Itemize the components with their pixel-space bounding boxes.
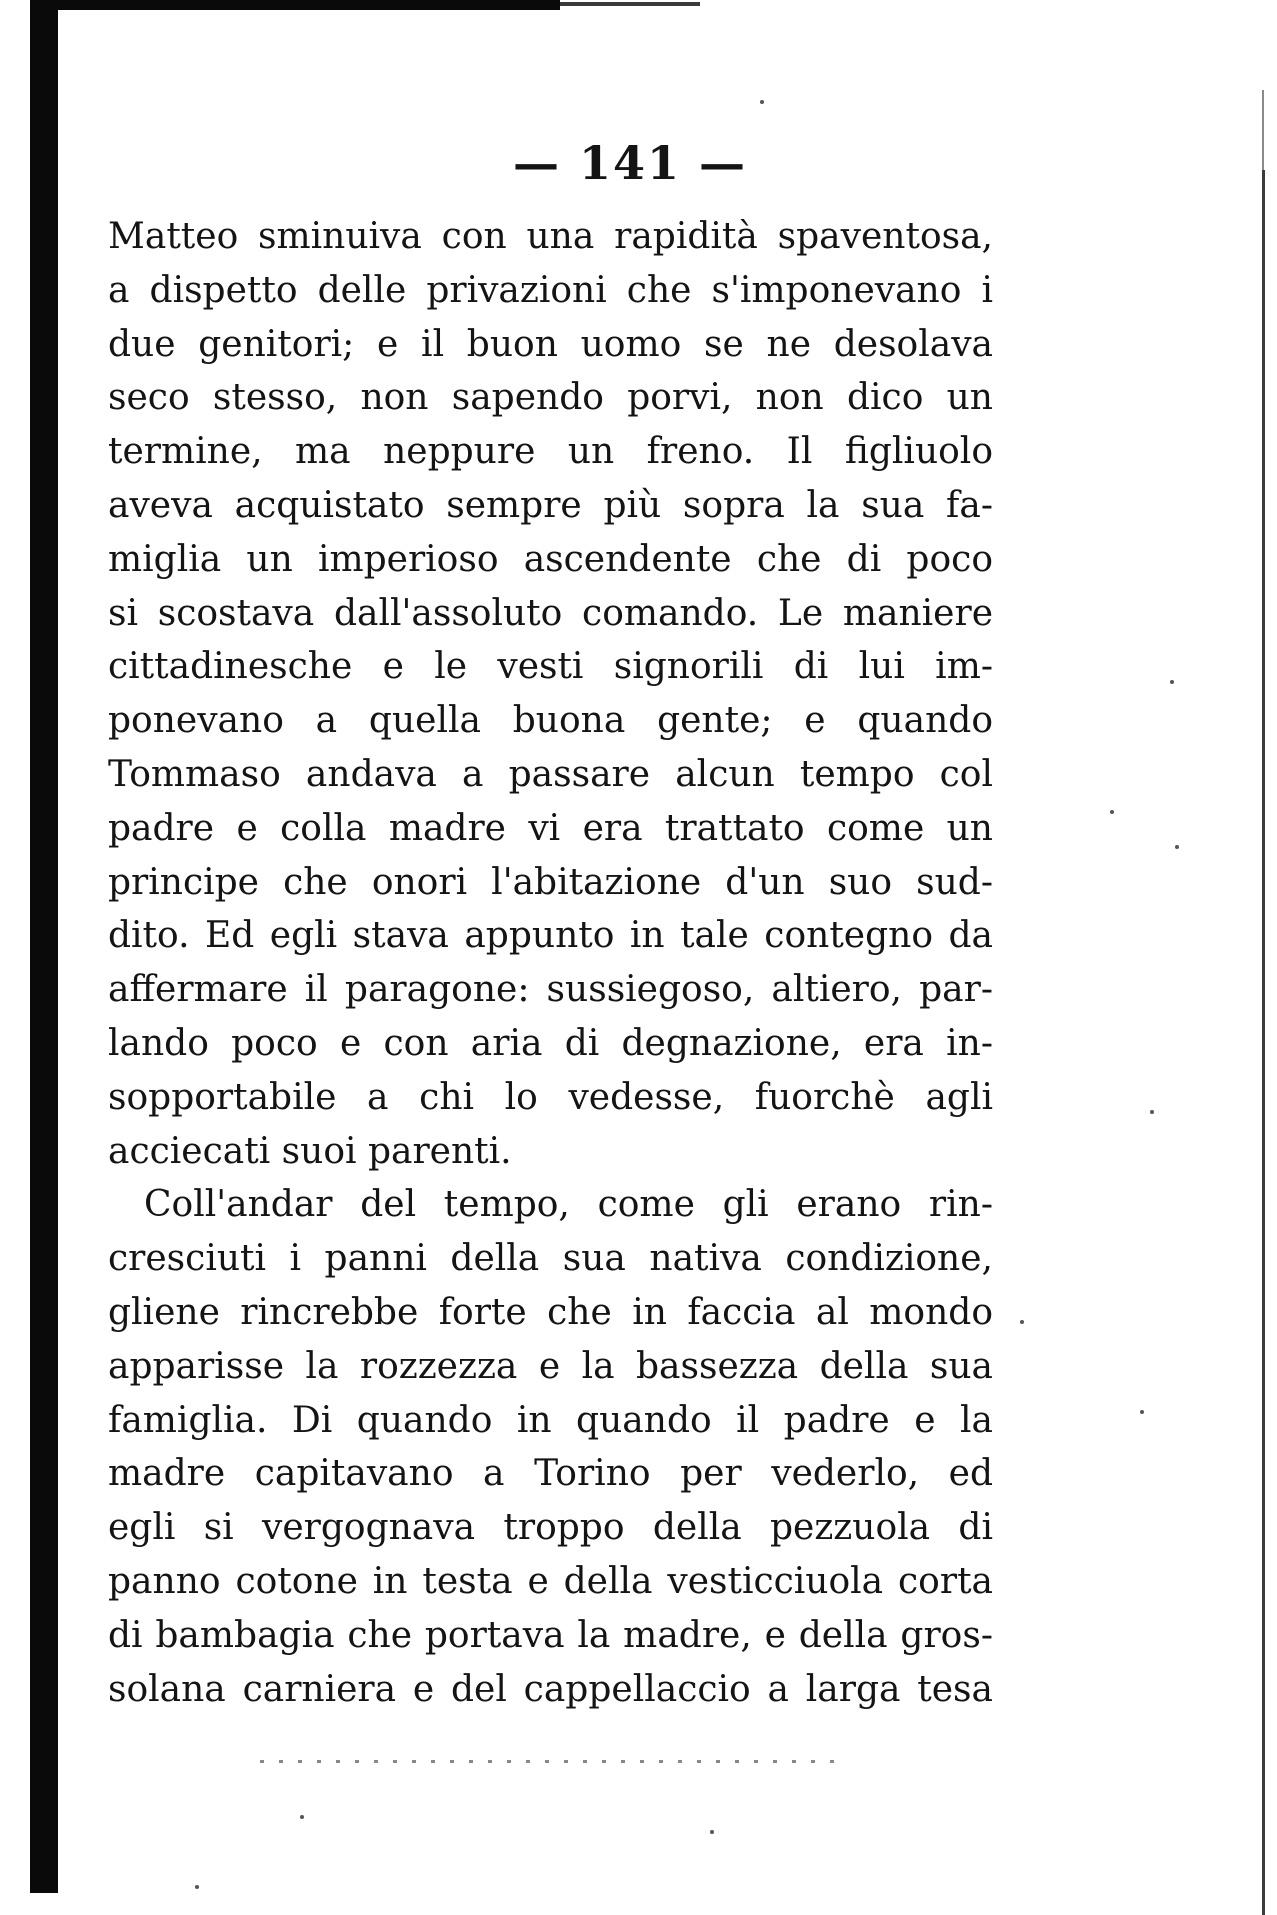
text-line: a dispetto delle privazioni che s'imponevano i [108,269,993,311]
paragraph-end-line: acciecati suoi parenti. [108,1130,512,1172]
scan-speck [1175,845,1179,849]
text-line: principe che onori l'abitazione d'un suo sud- [108,861,993,903]
page-top-edge [30,0,560,10]
text-line: cresciuti i panni della sua nativa condizione, [108,1238,993,1280]
text-line: sopportabile a chi lo vedesse, fuorchè agli [108,1076,993,1118]
text-line: famiglia. Di quando in quando il padre e la [108,1399,993,1441]
page-binding-edge [30,0,58,1893]
text-line: Tommaso andava a passare alcun tempo col [108,753,993,795]
text-line: panno cotone in testa e della vesticciuola corta [108,1560,993,1602]
paragraph-start-line: Coll'andar del tempo, come gli erano rin- [144,1184,993,1226]
scan-speck [1140,1410,1144,1414]
scan-speck [300,1815,304,1819]
text-line: miglia un imperioso ascendente che di poco [108,538,993,580]
scan-noise [260,1760,840,1763]
text-line: dito. Ed egli stava appunto in tale contegno da [108,915,993,957]
text-line: apparisse la rozzezza e la bassezza della sua [108,1345,993,1387]
page-right-edge-faint [1262,90,1264,170]
page-right-edge [1262,170,1265,1915]
text-line: padre e colla madre vi era trattato come un [108,807,993,849]
text-line: Matteo sminuiva con una rapidità spaventosa, [108,216,993,257]
text-line: affermare il paragone: sussiegoso, altiero, par- [108,969,993,1011]
text-line: aveva acquistato sempre più sopra la sua fa- [108,484,993,526]
text-line: ponevano a quella buona gente; e quando [108,700,993,742]
text-line: due genitori; e il buon uomo se ne desolava [108,323,993,365]
scan-speck [195,1885,199,1889]
text-line: si scostava dall'assoluto comando. Le maniere [108,592,993,634]
text-line: seco stesso, non sapendo porvi, non dico un [108,377,993,419]
text-line: termine, ma neppure un freno. Il figliuolo [108,431,993,473]
text-line: madre capitavano a Torino per vederlo, ed [108,1453,993,1495]
text-line: gliene rincrebbe forte che in faccia al mondo [108,1291,993,1333]
scan-speck [1020,1320,1024,1324]
page-top-edge-thin [560,2,700,6]
page-number: — 141 — [512,136,748,190]
scan-speck [710,1830,714,1834]
scan-speck [760,100,764,104]
scan-speck [1150,1110,1154,1114]
text-line: solana carniera e del cappellaccio a larga tesa [108,1668,993,1710]
scan-speck [1170,680,1174,684]
text-line: di bambagia che portava la madre, e della gros- [108,1614,993,1656]
text-line: egli si vergognava troppo della pezzuola di [108,1507,993,1549]
text-line: cittadinesche e le vesti signorili di lui im- [108,646,993,688]
body-text [108,210,993,1716]
scan-speck [1110,810,1114,814]
text-line: lando poco e con aria di degnazione, era in- [108,1022,993,1064]
